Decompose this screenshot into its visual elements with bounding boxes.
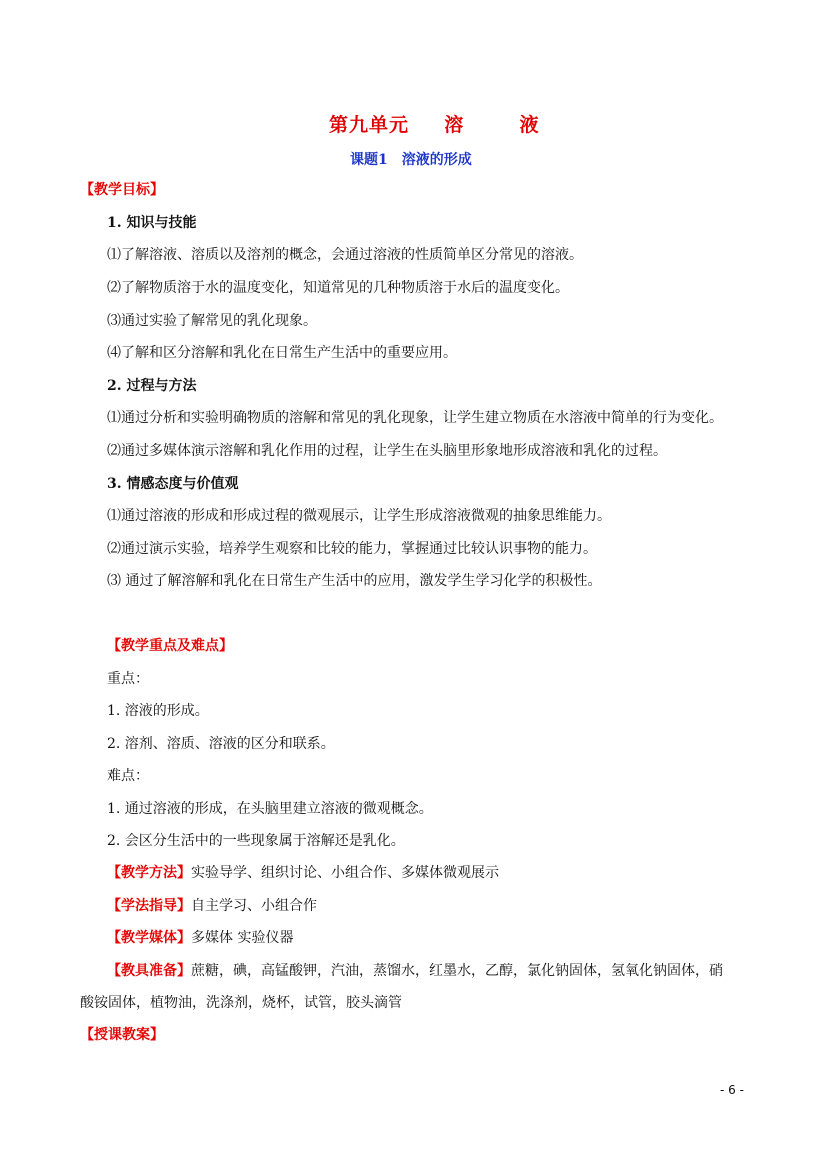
page-number: - 6 - — [720, 1083, 744, 1097]
attitude-item-3: ⑶ 通过了解溶解和乳化在日常生产生活中的应用，激发学生学习化学的积极性。 — [107, 573, 602, 589]
study-guidance-label: 【学法指导】 — [107, 898, 191, 914]
title-char-2: 液 — [519, 114, 540, 136]
difficulty-label: 难点： — [107, 768, 149, 784]
difficulty-item-2: 2. 会区分生活中的一些现象属于溶解还是乳化。 — [107, 833, 405, 849]
section-attitude-title: 3. 情感态度与价值观 — [107, 476, 239, 492]
knowledge-item-3: ⑶通过实验了解常见的乳化现象。 — [107, 313, 317, 329]
attitude-item-2: ⑵通过演示实验，培养学生观察和比较的能力，掌握通过比较认识事物的能力。 — [107, 541, 597, 557]
knowledge-item-2: ⑵了解物质溶于水的温度变化，知道常见的几种物质溶于水后的温度变化。 — [107, 280, 569, 296]
teaching-media — [107, 928, 293, 948]
study-guidance — [107, 896, 317, 916]
teaching-media-label: 【教学媒体】 — [107, 930, 191, 946]
teaching-method-label: 【教学方法】 — [107, 865, 191, 881]
attitude-item-1: ⑴通过溶液的形成和形成过程的微观展示，让学生形成溶液微观的抽象思维能力。 — [107, 508, 611, 524]
page-title — [329, 110, 540, 137]
section-knowledge-title: 1. 知识与技能 — [107, 215, 197, 231]
study-guidance-text: 自主学习、小组合作 — [191, 898, 317, 914]
objectives-heading: 【教学目标】 — [80, 182, 164, 198]
tools-prep-label: 【教具准备】 — [107, 963, 191, 979]
section-process-title: 2. 过程与方法 — [107, 378, 197, 394]
lesson-subtitle: 课题1 溶液的形成 — [350, 152, 472, 168]
title-char-1: 溶 — [444, 114, 465, 136]
focus-item-1: 1. 溶液的形成。 — [107, 703, 209, 719]
teaching-method — [107, 863, 499, 883]
tools-prep-line-1 — [107, 961, 723, 981]
teaching-method-text: 实验导学、组织讨论、小组合作、多媒体微观展示 — [191, 865, 499, 881]
teaching-media-text: 多媒体 实验仪器 — [191, 930, 294, 946]
knowledge-item-4: ⑷了解和区分溶解和乳化在日常生产生活中的重要应用。 — [107, 345, 457, 361]
focus-label: 重点： — [107, 671, 149, 687]
focus-item-2: 2. 溶剂、溶质、溶液的区分和联系。 — [107, 736, 335, 752]
process-item-1: ⑴通过分析和实验明确物质的溶解和常见的乳化现象，让学生建立物质在水溶液中简单的行为变化。 — [107, 410, 723, 426]
keypoints-heading: 【教学重点及难点】 — [107, 638, 233, 654]
lesson-plan-heading: 【授课教案】 — [80, 1027, 164, 1043]
knowledge-item-1: ⑴了解溶液、溶质以及溶剂的概念，会通过溶液的性质简单区分常见的溶液。 — [107, 247, 583, 263]
title-unit: 第九单元 — [329, 114, 410, 136]
tools-prep-text-1: 蔗糖，碘，高锰酸钾，汽油，蒸馏水，红墨水，乙醇，氯化钠固体，氢氧化钠固体，硝 — [191, 963, 723, 979]
tools-prep-line-2: 酸铵固体，植物油，洗涤剂，烧杯，试管，胶头滴管 — [80, 995, 402, 1011]
process-item-2: ⑵通过多媒体演示溶解和乳化作用的过程，让学生在头脑里形象地形成溶液和乳化的过程。 — [107, 443, 667, 459]
difficulty-item-1: 1. 通过溶液的形成，在头脑里建立溶液的微观概念。 — [107, 801, 433, 817]
